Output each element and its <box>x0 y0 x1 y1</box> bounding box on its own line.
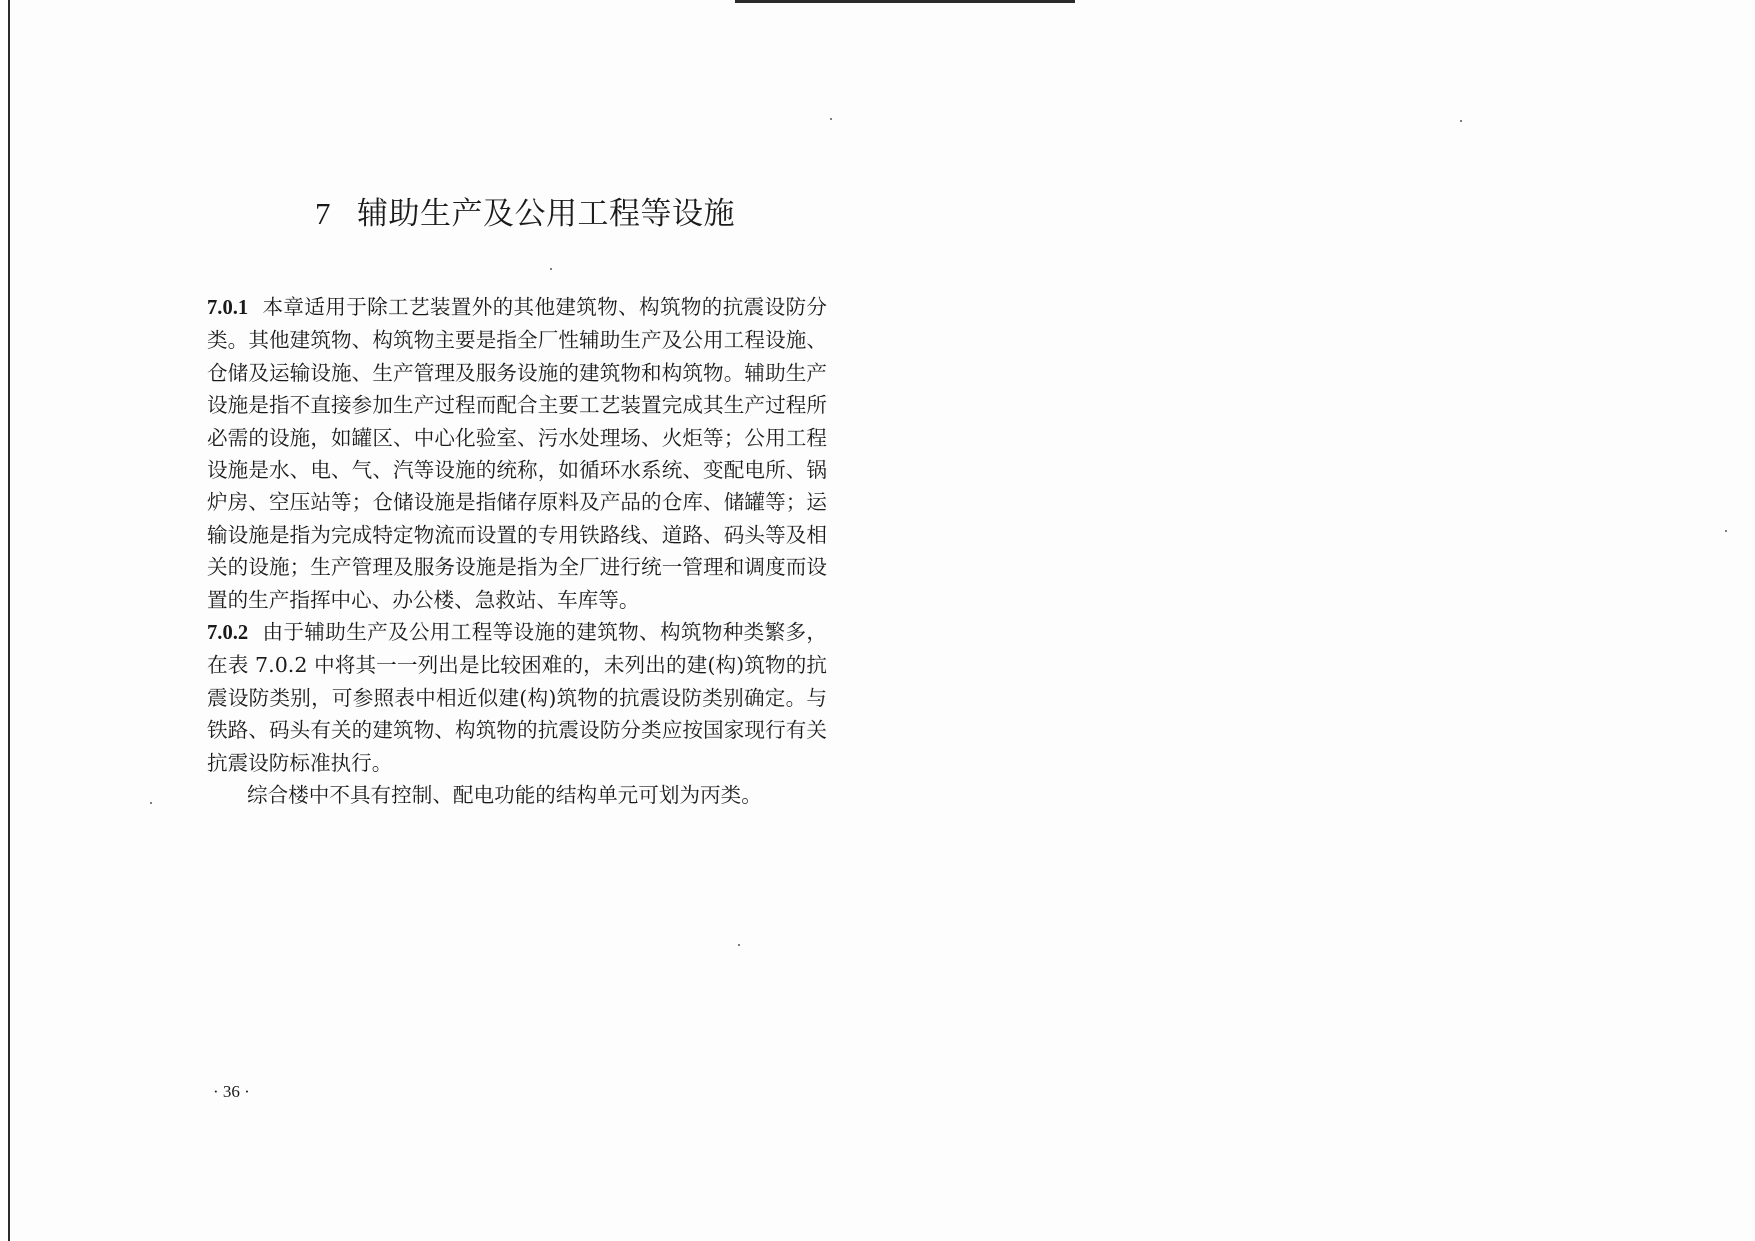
scan-speck <box>830 118 832 120</box>
scan-speck <box>1460 120 1462 122</box>
scan-speck <box>550 268 552 270</box>
clause-7-0-2 <box>207 616 827 779</box>
scan-speck <box>738 944 740 946</box>
page-number: · 36 · <box>213 1082 250 1101</box>
clause-text: 本章适用于除工艺装置外的其他建筑物、构筑物的抗震设防分类。其他建筑物、构筑物主要是指全厂性辅助生产及公用工程设施、仓储及运输设施、生产管理及服务设施的建筑物和构筑物。辅助生产设施是指不直接参加生产过程而配合主要工艺装置完成其生产过程所必需的设施，如罐区、中心化验室、污水处理场、火炬等；公用工程设施是水、电、气、汽等设施的统称，如循环水系统、变配电所、锅炉房、空压站等；仓储设施是指储存原料及产品的仓库、储罐等；运输设施是指为完成特定物流而设置的专用铁路线、道路、码头等及相关的设施；生产管理及服务设施是指为全厂进行统一管理和调度而设置的生产指挥中心、办公楼、急救站、车库等。 <box>207 295 827 612</box>
chapter-number: 7 <box>315 196 331 231</box>
page-left-border <box>8 0 10 1241</box>
page-top-rule <box>735 0 1075 3</box>
scan-speck <box>1725 530 1727 532</box>
clause-number: 7.0.2 <box>207 622 249 645</box>
clause-number: 7.0.1 <box>207 297 249 319</box>
chapter-title <box>315 188 735 233</box>
document-body <box>207 291 827 812</box>
clause-7-0-1 <box>207 291 827 616</box>
clause-text: 由于辅助生产及公用工程等设施的建筑物、构筑物种类繁多，在表 7.0.2 中将其一一列出是比较困难的，未列出的建(构)筑物的抗震设防类别，可参照表中相近似建(构)筑物的抗震设防类别确定。与铁路、码头有关的建筑物、构筑物的抗震设防分类应按国家现行有关抗震设防标准执行。 <box>207 620 827 775</box>
note-paragraph: 综合楼中不具有控制、配电功能的结构单元可划为丙类。 <box>247 783 762 808</box>
scan-speck <box>150 802 152 804</box>
chapter-title-text: 辅助生产及公用工程等设施 <box>357 196 735 232</box>
